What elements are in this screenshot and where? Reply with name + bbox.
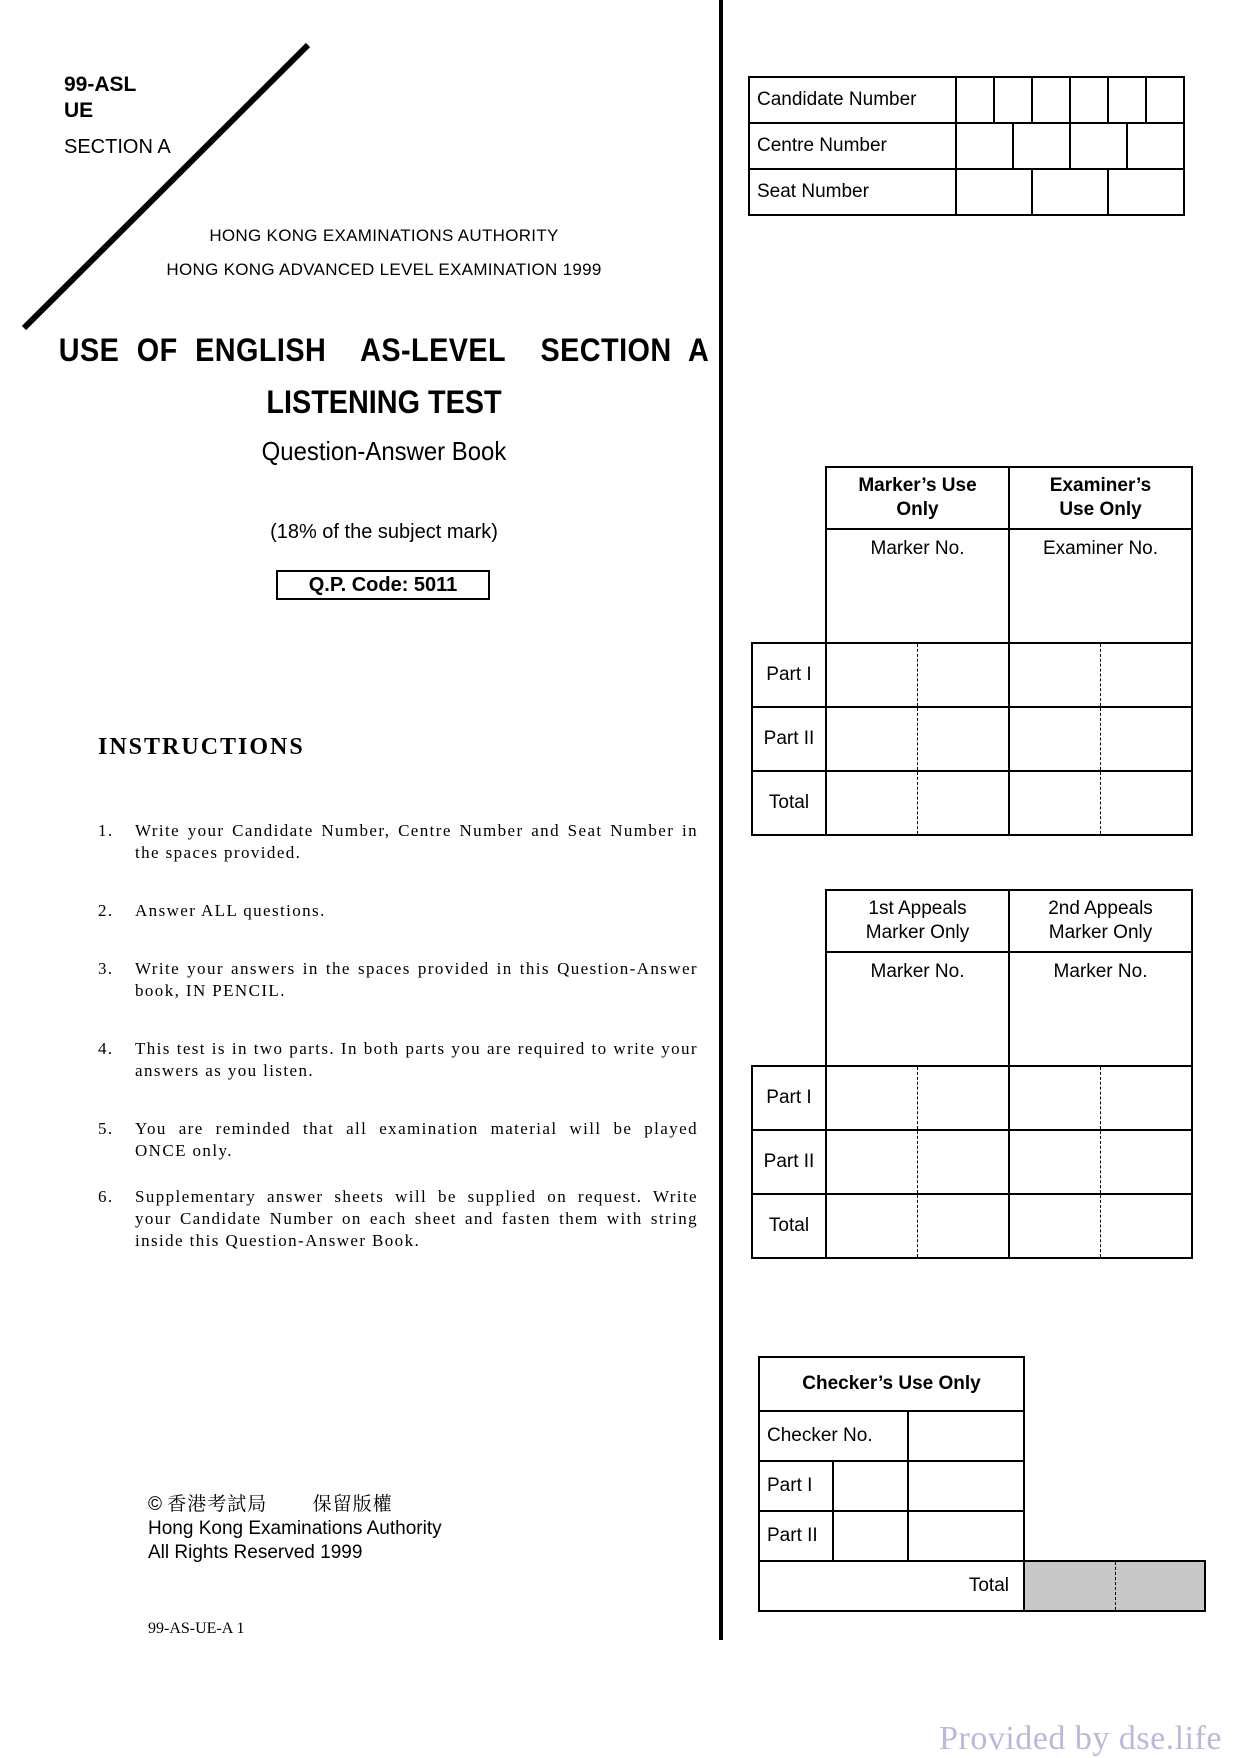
instruction-item-2 <box>98 900 698 922</box>
copyright-block <box>148 1492 442 1565</box>
paper-subtitle: Question-Answer Book <box>261 436 507 466</box>
section-label: SECTION A <box>64 136 171 158</box>
instruction-item-5 <box>98 1118 698 1162</box>
instructions-heading: INSTRUCTIONS <box>98 734 305 760</box>
centre-number-cell[interactable] <box>957 124 1014 168</box>
copyright-icon: © <box>148 1494 162 1515</box>
row-label-part2: Part II <box>752 1130 826 1194</box>
mark-cell[interactable] <box>1101 1130 1193 1194</box>
marker-no-cell[interactable]: Marker No. <box>826 529 1009 643</box>
seat-number-label: Seat Number <box>749 169 956 215</box>
appeals-marker-table <box>751 889 1193 1259</box>
first-appeals-header: 1st Appeals Marker Only <box>826 890 1009 952</box>
mark-cell[interactable] <box>918 771 1010 835</box>
second-appeals-marker-no-cell[interactable]: Marker No. <box>1009 952 1192 1066</box>
instruction-number: 5. <box>98 1119 114 1138</box>
checker-total-cell[interactable] <box>1024 1561 1115 1611</box>
mark-cell[interactable] <box>918 707 1010 771</box>
row-label-part1: Part I <box>752 643 826 707</box>
mark-cell[interactable] <box>1101 1066 1193 1130</box>
instruction-number: 4. <box>98 1039 114 1058</box>
marker-examiner-table <box>751 466 1193 836</box>
checker-table <box>758 1356 1206 1612</box>
marker-use-header: Marker’s Use Only <box>826 467 1009 529</box>
watermark-text: Provided by dse.life <box>939 1720 1222 1757</box>
instruction-text: This test is in two parts. In both parts you are required to write your answers as you listen. <box>135 1039 698 1080</box>
instruction-number: 2. <box>98 901 114 920</box>
mark-cell[interactable] <box>826 1066 918 1130</box>
examiner-use-header: Examiner’s Use Only <box>1009 467 1192 529</box>
seat-number-cells[interactable] <box>956 169 1184 215</box>
footer-page-code: 99-AS-UE-A 1 <box>148 1620 245 1637</box>
candidate-number-cell[interactable] <box>994 77 1032 123</box>
instruction-item-1 <box>98 820 698 864</box>
row-label-total: Total <box>752 1194 826 1258</box>
instruction-item-3 <box>98 958 698 1002</box>
mark-cell[interactable] <box>1101 771 1193 835</box>
instruction-text: You are reminded that all examination material will be played ONCE only. <box>135 1119 698 1160</box>
checker-part1-label: Part I <box>759 1461 833 1511</box>
checker-mark-cell[interactable] <box>908 1461 1024 1511</box>
checker-part2-label: Part II <box>759 1511 833 1561</box>
instruction-text: Write your Candidate Number, Centre Number and Seat Number in the spaces provided. <box>135 821 698 862</box>
mark-cell[interactable] <box>1009 771 1101 835</box>
mark-cell[interactable] <box>918 1130 1010 1194</box>
paper-code-line1: 99-ASL <box>64 73 137 96</box>
authority-name: HONG KONG EXAMINATIONS AUTHORITY <box>209 226 559 245</box>
paper-title: USE OF ENGLISH AS-LEVEL SECTION A <box>58 332 710 368</box>
copyright-rights: All Rights Reserved 1999 <box>148 1542 363 1563</box>
checker-no-cell[interactable] <box>908 1411 1024 1461</box>
seat-number-cell[interactable] <box>1033 170 1109 214</box>
paper-code <box>64 72 136 124</box>
checker-mark-cell[interactable] <box>833 1511 908 1561</box>
mark-cell[interactable] <box>826 1130 918 1194</box>
copyright-chinese-org: 香港考試局 <box>167 1493 268 1515</box>
mark-cell[interactable] <box>826 643 918 707</box>
mark-cell[interactable] <box>1009 1194 1101 1258</box>
row-label-total: Total <box>752 771 826 835</box>
mark-cell[interactable] <box>1009 1130 1101 1194</box>
seat-number-cell[interactable] <box>957 170 1033 214</box>
paper-title-line2: LISTENING TEST <box>266 384 502 420</box>
instruction-text: Write your answers in the spaces provided in this Question-Answer book, IN PENCIL. <box>135 959 698 1000</box>
second-appeals-header: 2nd Appeals Marker Only <box>1009 890 1192 952</box>
qp-code-box: Q.P. Code: 5011 <box>276 570 490 600</box>
mark-cell[interactable] <box>826 707 918 771</box>
mark-cell[interactable] <box>1009 1066 1101 1130</box>
paper-code-line2: UE <box>64 99 94 122</box>
instruction-number: 3. <box>98 959 114 978</box>
candidate-number-label: Candidate Number <box>749 77 956 123</box>
candidate-number-cell[interactable] <box>1146 77 1184 123</box>
instruction-text: Supplementary answer sheets will be supplied on request. Write your Candidate Number on each sheet and fasten them with string inside this Question-Answer Book. <box>135 1187 698 1250</box>
checker-mark-cell[interactable] <box>833 1461 908 1511</box>
candidate-info-box <box>748 76 1185 216</box>
subject-mark-percent: (18% of the subject mark) <box>270 521 498 543</box>
mark-cell[interactable] <box>1101 707 1193 771</box>
copyright-org: Hong Kong Examinations Authority <box>148 1518 442 1539</box>
instruction-text: Answer ALL questions. <box>135 901 326 920</box>
diagonal-slash-mark <box>0 0 320 340</box>
examiner-no-cell[interactable]: Examiner No. <box>1009 529 1192 643</box>
centre-number-cell[interactable] <box>1071 124 1128 168</box>
mark-cell[interactable] <box>918 1194 1010 1258</box>
centre-number-cell[interactable] <box>1128 124 1183 168</box>
mark-cell[interactable] <box>1101 1194 1193 1258</box>
mark-cell[interactable] <box>1101 643 1193 707</box>
checker-total-cell[interactable] <box>1115 1561 1205 1611</box>
checker-total-label: Total <box>759 1561 1024 1611</box>
exam-name: HONG KONG ADVANCED LEVEL EXAMINATION 1999 <box>166 260 602 279</box>
instruction-number: 6. <box>98 1187 114 1206</box>
candidate-number-cell[interactable] <box>956 77 994 123</box>
seat-number-cell[interactable] <box>1109 170 1183 214</box>
copyright-chinese-rights: 保留版權 <box>312 1493 393 1515</box>
mark-cell[interactable] <box>826 1194 918 1258</box>
candidate-number-cell[interactable] <box>1108 77 1146 123</box>
mark-cell[interactable] <box>1009 643 1101 707</box>
first-appeals-marker-no-cell[interactable]: Marker No. <box>826 952 1009 1066</box>
centre-number-label: Centre Number <box>749 123 956 169</box>
candidate-number-cell[interactable] <box>1032 77 1070 123</box>
checker-mark-cell[interactable] <box>908 1511 1024 1561</box>
candidate-number-cell[interactable] <box>1070 77 1108 123</box>
centre-number-cells[interactable] <box>956 123 1184 169</box>
centre-number-cell[interactable] <box>1014 124 1071 168</box>
instruction-number: 1. <box>98 821 114 840</box>
mark-cell[interactable] <box>918 1066 1010 1130</box>
checker-no-label: Checker No. <box>759 1411 908 1461</box>
mark-cell[interactable] <box>1009 707 1101 771</box>
row-label-part1: Part I <box>752 1066 826 1130</box>
checker-header: Checker’s Use Only <box>759 1357 1024 1411</box>
mark-cell[interactable] <box>918 643 1010 707</box>
vertical-divider <box>719 0 723 1640</box>
instruction-item-6 <box>98 1186 698 1252</box>
row-label-part2: Part II <box>752 707 826 771</box>
instruction-item-4 <box>98 1038 698 1082</box>
mark-cell[interactable] <box>826 771 918 835</box>
